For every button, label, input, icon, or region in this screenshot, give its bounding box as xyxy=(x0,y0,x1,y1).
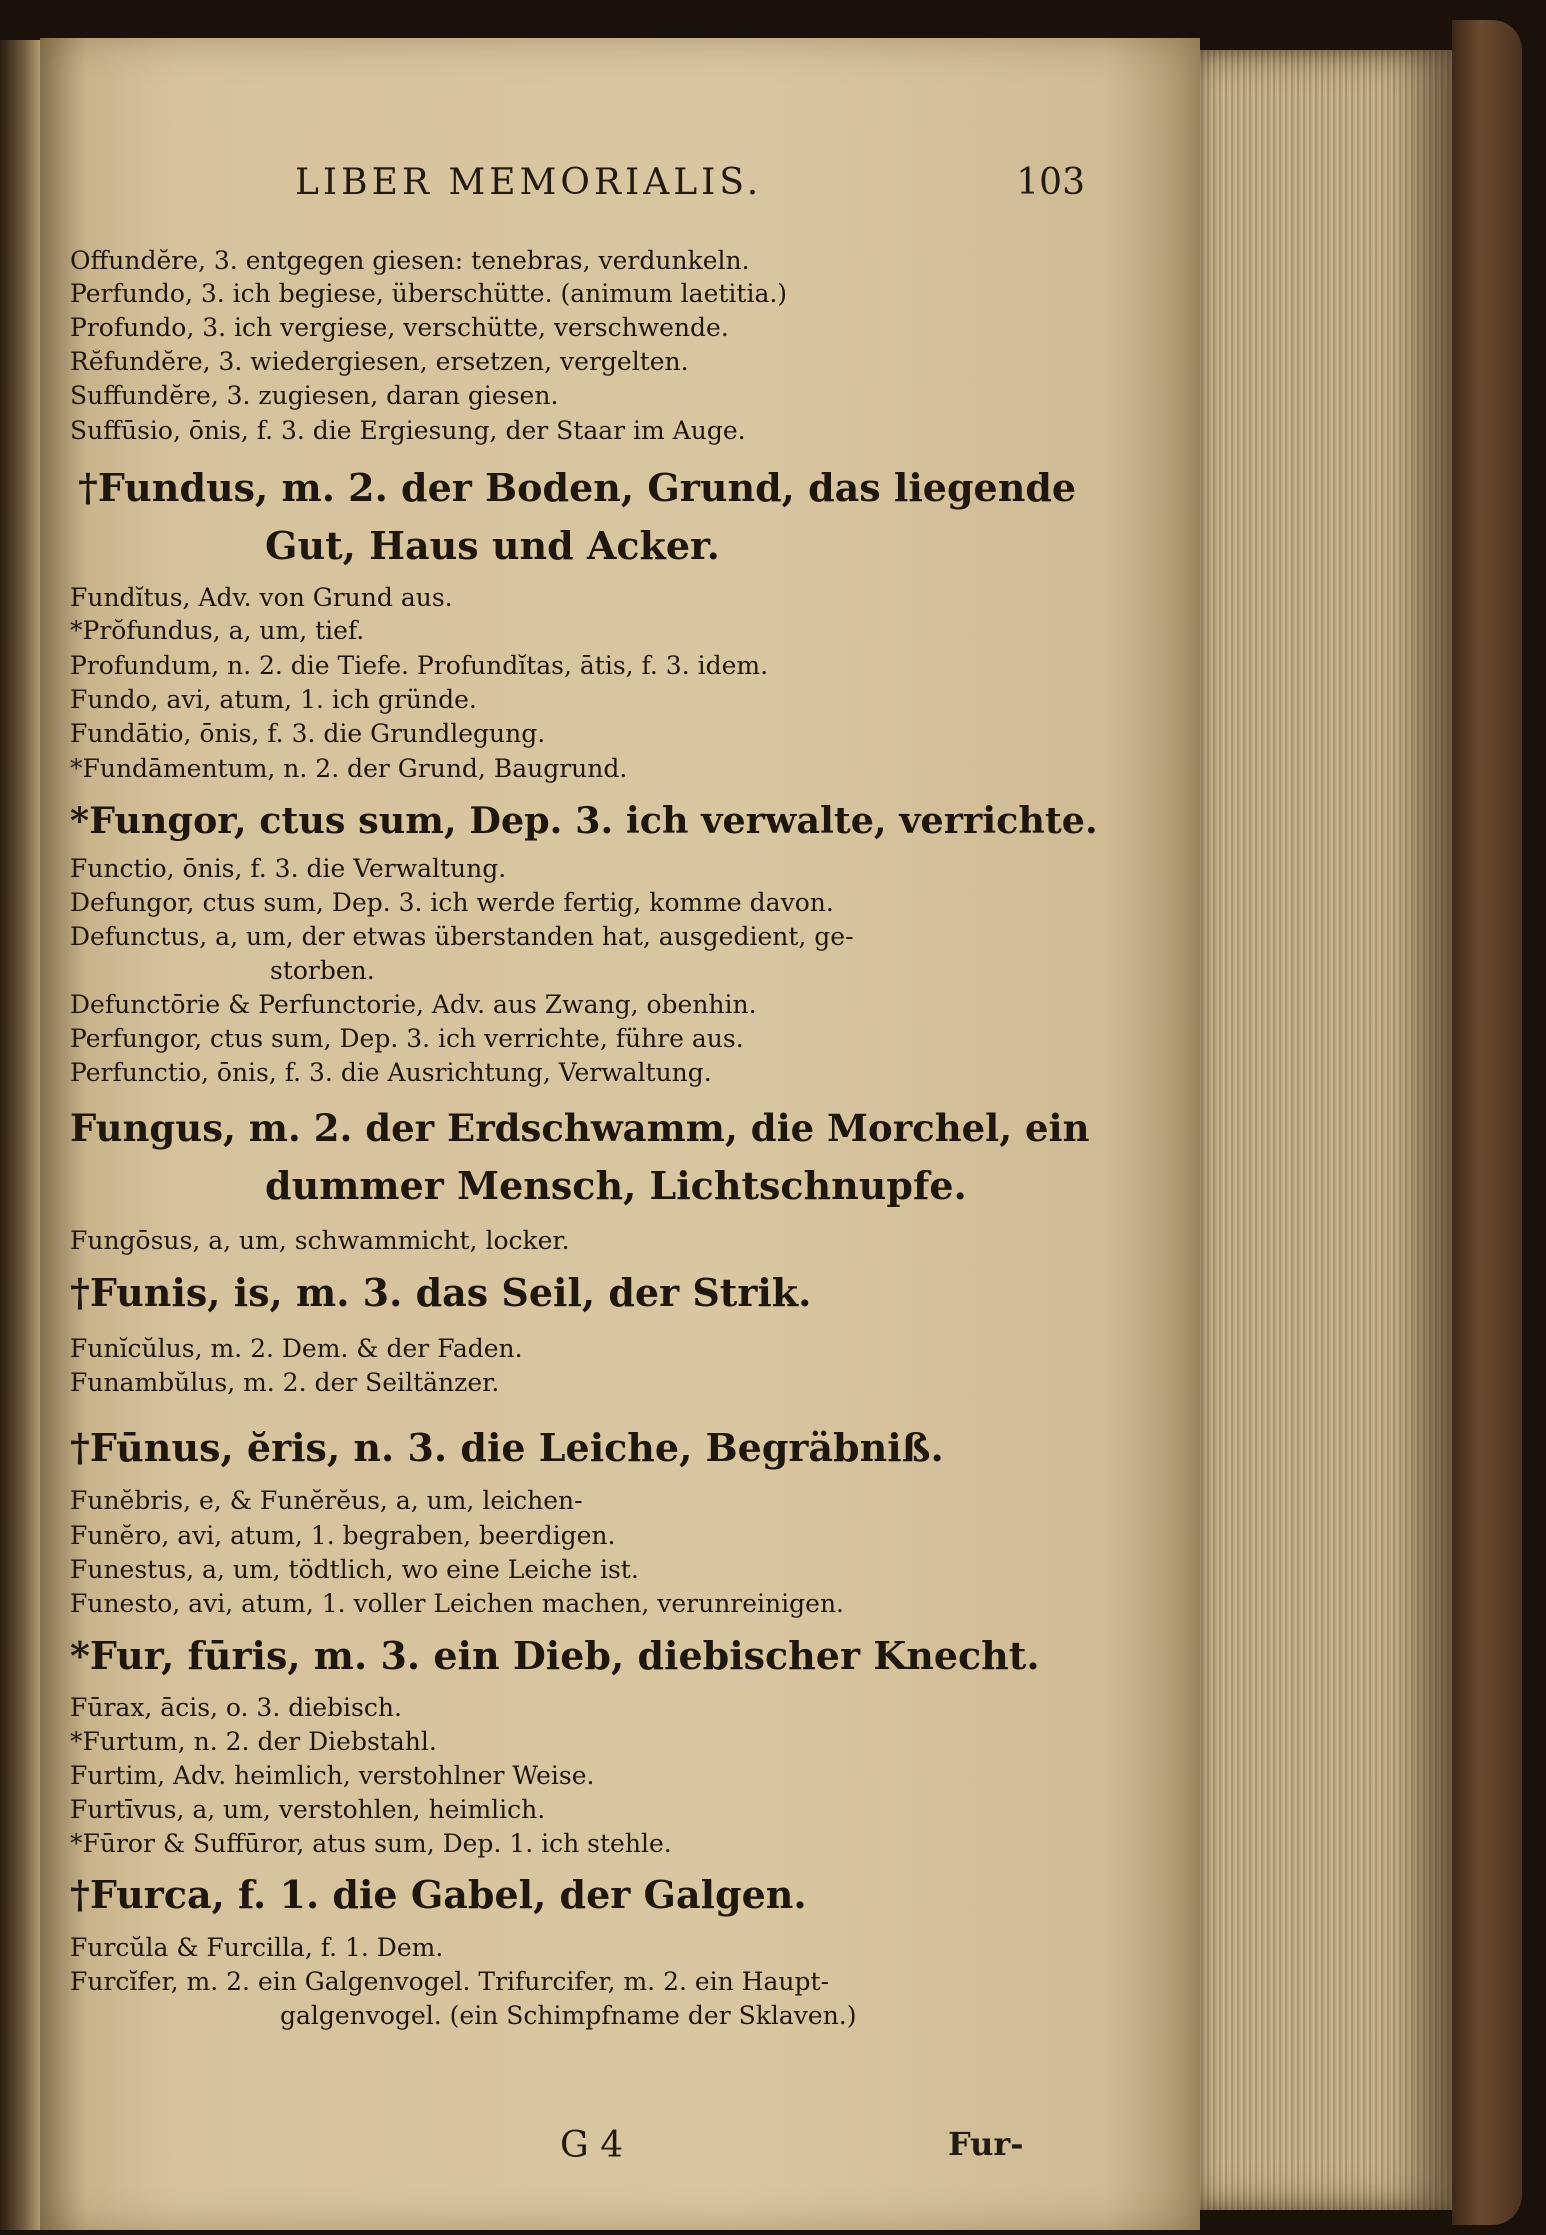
headword-continuation: dummer Mensch, Lichtschnupfe. xyxy=(265,1163,967,1208)
entry-line: Fundo, avi, atum, 1. ich gründe. xyxy=(70,685,477,714)
headword-line: †Furca, f. 1. die Gabel, der Galgen. xyxy=(70,1872,807,1917)
entry-line: Defunctus, a, um, der etwas überstanden hat, ausgedient, ge- xyxy=(70,922,854,951)
entry-line: *Fūror & Suffūror, atus sum, Dep. 1. ich stehle. xyxy=(70,1829,672,1858)
headword-line: †Funis, is, m. 3. das Seil, der Strik. xyxy=(70,1270,812,1315)
entry-line: Profundo, 3. ich vergiese, verschütte, verschwende. xyxy=(70,313,729,342)
entry-line: Defunctōrie & Perfunctorie, Adv. aus Zwang, obenhin. xyxy=(70,990,757,1019)
entry-line: galgenvogel. (ein Schimpfname der Sklaven.) xyxy=(280,2001,857,2030)
entry-line: Defungor, ctus sum, Dep. 3. ich werde fertig, komme davon. xyxy=(70,888,834,917)
headword-line: †Fūnus, ĕris, n. 3. die Leiche, Begräbniß. xyxy=(70,1425,944,1470)
headword-line: †Fundus, m. 2. der Boden, Grund, das liegende xyxy=(78,465,1077,510)
entry-line: Furcŭla & Furcilla, f. 1. Dem. xyxy=(70,1933,444,1962)
headword-continuation: Gut, Haus und Acker. xyxy=(265,523,720,568)
entry-line: Suffundĕre, 3. zugiesen, daran giesen. xyxy=(70,381,559,410)
headword-line: *Fur, fūris, m. 3. ein Dieb, diebischer Knecht. xyxy=(70,1633,1040,1678)
entry-line: Funambŭlus, m. 2. der Seiltänzer. xyxy=(70,1368,500,1397)
page-number: 103 xyxy=(1016,162,1085,203)
entry-line: *Prŏfundus, a, um, tief. xyxy=(70,616,365,645)
entry-line: Fundātio, ōnis, f. 3. die Grundlegung. xyxy=(70,719,546,748)
entry-line: Perfunctio, ōnis, f. 3. die Ausrichtung, Verwaltung. xyxy=(70,1058,712,1087)
signature-mark: G 4 xyxy=(560,2125,624,2166)
entry-line: *Furtum, n. 2. der Diebstahl. xyxy=(70,1727,437,1756)
entry-line: Funĕro, avi, atum, 1. begraben, beerdigen. xyxy=(70,1521,616,1550)
entry-line: Profundum, n. 2. die Tiefe. Profundĭtas, ātis, f. 3. idem. xyxy=(70,651,769,680)
entry-line: Funestus, a, um, tödtlich, wo eine Leiche ist. xyxy=(70,1555,639,1584)
page-block-fore-edge xyxy=(1192,50,1452,2210)
entry-line: Perfungor, ctus sum, Dep. 3. ich verrichte, führe aus. xyxy=(70,1024,744,1053)
entry-line: *Fundāmentum, n. 2. der Grund, Baugrund. xyxy=(70,754,628,783)
entry-line: Fūrax, ācis, o. 3. diebisch. xyxy=(70,1693,402,1722)
entry-line: storben. xyxy=(270,956,375,985)
book-cover-edge xyxy=(1452,20,1522,2225)
entry-line: Funĭcŭlus, m. 2. Dem. & der Faden. xyxy=(70,1334,523,1363)
entry-line: Fungōsus, a, um, schwammicht, locker. xyxy=(70,1226,570,1255)
entry-line: Furcĭfer, m. 2. ein Galgenvogel. Trifurcifer, m. 2. ein Haupt- xyxy=(70,1967,830,1996)
entry-line: Funesto, avi, atum, 1. voller Leichen machen, verunreinigen. xyxy=(70,1589,844,1618)
entry-line: Furtīvus, a, um, verstohlen, heimlich. xyxy=(70,1795,546,1824)
running-title: LIBER MEMORIALIS. xyxy=(295,162,763,203)
entry-line: Furtim, Adv. heimlich, verstohlner Weise. xyxy=(70,1761,595,1790)
entry-line: Suffūsio, ōnis, f. 3. die Ergiesung, der Staar im Auge. xyxy=(70,416,746,445)
catchword: Fur- xyxy=(948,2125,1024,2163)
entry-line: Fundĭtus, Adv. von Grund aus. xyxy=(70,583,453,612)
entry-line: Functio, ōnis, f. 3. die Verwaltung. xyxy=(70,854,507,883)
headword-line: *Fungor, ctus sum, Dep. 3. ich verwalte, verrichte. xyxy=(70,799,1098,842)
entry-line: Rĕfundĕre, 3. wiedergiesen, ersetzen, vergelten. xyxy=(70,347,689,376)
entry-line: Offundĕre, 3. entgegen giesen: tenebras, verdunkeln. xyxy=(70,246,750,275)
entry-line: Funĕbris, e, & Funĕrĕus, a, um, leichen- xyxy=(70,1486,583,1515)
headword-line: Fungus, m. 2. der Erdschwamm, die Morchel, ein xyxy=(70,1106,1090,1150)
entry-line: Perfundo, 3. ich begiese, überschütte. (animum laetitia.) xyxy=(70,279,788,308)
running-header xyxy=(295,162,1085,222)
